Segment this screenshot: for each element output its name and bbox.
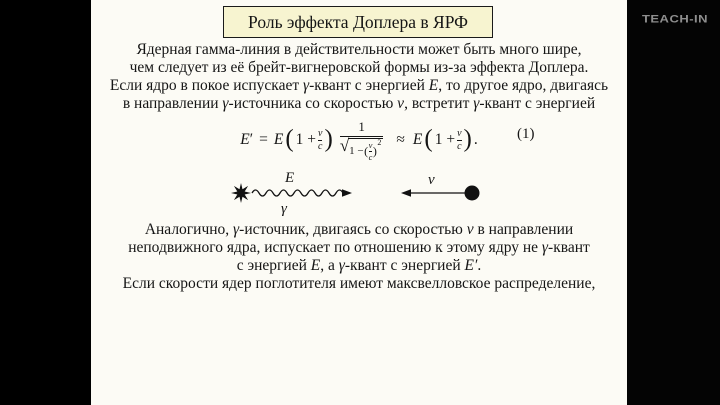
text-segment: -квант с энергией [479,95,596,112]
math-symbol: γ [541,239,549,256]
one-plus: 1 + [295,131,317,148]
text-line [91,95,627,113]
text-segment: чем следует из её брейт-вигнеровской формы из-за эффекта Доплера. [129,59,589,76]
paragraph-gamma-line-width [91,41,627,113]
close-paren: ) [463,125,472,152]
slide-title: Роль эффекта Доплера в ЯРФ [248,11,468,32]
velocity-label: v [428,172,435,188]
text-segment: , встретит [404,95,474,112]
paragraph-maxwell-distribution [91,275,627,293]
velocity-arrowhead-icon [401,189,411,197]
text-segment: -источника со скоростью [228,95,398,112]
v-over-c-fraction: v c [457,127,462,152]
math-symbol: γ [338,257,345,274]
text-segment: -квант с энергией [309,77,429,94]
gamma-emission-diagram [225,168,485,218]
equation-number: (1) [517,126,535,142]
text-line [91,41,627,59]
open-paren: ( [285,125,294,152]
formula-lhs: E′ [240,131,254,148]
text-segment: , то другое ядро, двигаясь [438,77,609,94]
energy-symbol: E [273,131,284,148]
math-symbol: γ [303,77,310,94]
teachin-logo: TEACH-IN [641,11,709,26]
text-segment: . [477,257,482,274]
photon-arrowhead-icon [342,189,352,197]
math-symbol: v [466,221,474,238]
period: . [473,131,478,148]
math-symbol: γ [222,95,229,112]
text-line [91,221,627,239]
text-segment: с энергией [236,257,311,274]
text-line [91,59,627,77]
text-segment: -квант [548,239,590,256]
text-segment: в направлении [473,221,574,238]
text-segment: неподвижного ядра, испускает по отношению к этому ядру не [128,239,542,256]
text-segment: Если ядро в покое испускает [109,77,303,94]
radicand: 1 − ( v c ) 2 [349,138,382,162]
exponent-two: 2 [377,138,382,147]
right-letterbox-bar [627,0,720,405]
slide-title-box [223,6,493,38]
text-segment: в направлении [122,95,223,112]
doppler-energy-formula [91,112,627,168]
v-over-c-fraction-small: v c [368,140,373,162]
math-symbol: E [428,77,439,94]
math-symbol: γ [473,95,480,112]
equals-sign: = [259,131,268,148]
math-symbol: E [310,257,321,274]
photon-wavy-line [252,190,343,196]
v-over-c-fraction: v c [318,127,323,152]
text-segment: -источник, двигаясь со скоростью [239,221,467,238]
one-plus: 1 + [434,131,456,148]
text-line [91,239,627,257]
photon-energy-label: E [285,170,295,186]
text-line [91,257,627,275]
gamma-source-star-icon [231,183,251,203]
math-symbol: v [397,95,405,112]
energy-symbol: E [412,131,423,148]
approx-sign: ≈ [396,131,405,148]
math-symbol: E′ [464,257,478,274]
text-line [91,77,627,95]
text-segment: Ядерная гамма-линия в действительности может быть много шире, [136,41,582,58]
gamma-label: γ [281,201,287,217]
text-segment: Аналогично, [144,221,234,238]
text-line [91,275,627,293]
math-symbol: γ [233,221,240,238]
open-paren: ( [424,125,433,152]
left-letterbox-bar [0,0,91,405]
sqrt-sign: √ [339,136,350,155]
text-segment: -квант с энергией [344,257,465,274]
nucleus-dot [465,186,480,201]
text-segment: , а [320,257,339,274]
paragraph-moving-source [91,221,627,275]
text-segment: Если скорости ядер поглотителя имеют максвелловское распределение, [122,275,596,292]
close-paren: ) [324,125,333,152]
relativistic-factor-fraction: 1 √ 1 − ( v c ) 2 [339,119,382,162]
